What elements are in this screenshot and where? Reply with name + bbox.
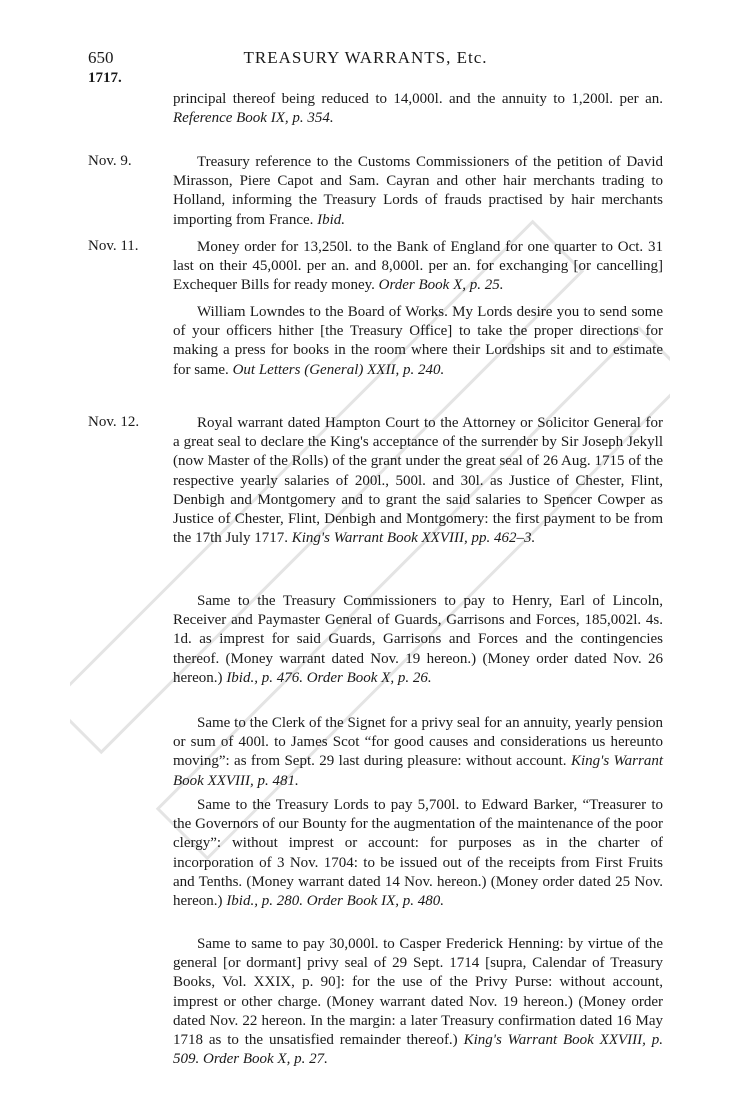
entry-text-block	[173, 935, 663, 1069]
entry-text-block	[173, 153, 663, 230]
entry-reference: King's Warrant Book XXVIII, p. 509. Order Book X, p. 27.	[173, 1032, 663, 1068]
entry-date: Nov. 12.	[88, 414, 140, 430]
entry-text-block	[173, 238, 663, 296]
entry-6	[88, 714, 663, 791]
entry-text: Same to same to pay 30,000l. to Casper Frederick Henning: by virtue of the general [or dormant] privy seal of 29 Sept. 1714 [supra, Calendar of Treasury Books, Vol. XXIX, p. 90]: for the use of the Privy Purse: without account, imprest or other charge. (Money warrant dated Nov. 19 hereon.) (Money order dated Nov. 22 hereon. In the margin: a later Treasury confirmation dated 16 May 1718 as to the unsatisfied remainder thereof.)	[173, 936, 663, 1049]
year-label: 1717.	[88, 70, 122, 86]
entry-reference: Reference Book IX, p. 354.	[173, 110, 334, 127]
entry-text-block	[173, 796, 663, 911]
entry-date: Nov. 11.	[88, 238, 139, 254]
entry-text-block	[173, 714, 663, 791]
entry-2	[88, 238, 663, 296]
entry-text: William Lowndes to the Board of Works. My Lords desire you to send some of your officers hither [the Treasury Office] to take the proper directions for making a press for books in the room where their Lordships sit and to estimate for same.	[173, 304, 663, 378]
entry-text: Money order for 13,250l. to the Bank of England for one quarter to Oct. 31 last on their 45,000l. per an. and 8,000l. per an. for exchanging [or cancelling] Exchequer Bills for ready money.	[173, 239, 663, 294]
entry-reference: King's Warrant Book XXVIII, pp. 462–3.	[291, 530, 536, 547]
entry-reference: Ibid., p. 280. Order Book IX, p. 480.	[226, 893, 445, 910]
entry-3	[88, 303, 663, 380]
entry-reference: Order Book X, p. 25.	[378, 277, 504, 294]
entry-text: Same to the Treasury Commissioners to pay to Henry, Earl of Lincoln, Receiver and Paymaster General of Guards, Garrisons and Forces, 185,002l. 4s. 1d. as imprest for said Guards, Garrisons and Forces and the contingencies thereof. (Money warrant dated Nov. 19 hereon.) (Money order dated Nov. 26 hereon.)	[173, 593, 663, 686]
entry-text: Royal warrant dated Hampton Court to the Attorney or Solicitor General for a great seal to declare the King's acceptance of the surrender by Sir Joseph Jekyll (now Master of the Rolls) of the grant under the great seal of 26 Aug. 1715 of the respective yearly salaries of 200l., 500l. and 30l. as Justice of Chester, Flint, Denbigh and Montgomery and to grant the said salaries to Spencer Cowper as Justice of Chester, Flint, Denbigh and Montgomery: the first payment to be from the 17th July 1717.	[173, 415, 663, 547]
entry-text-block	[173, 592, 663, 688]
entry-text-block	[173, 90, 663, 128]
entry-8	[88, 935, 663, 1069]
entry-0	[88, 90, 663, 128]
entry-text: Treasury reference to the Customs Commissioners of the petition of David Mirasson, Piere Capot and Sam. Cayran and other hair merchants trading to Holland, informing the Treasury Lords of frauds practised by hair merchants importing from France.	[173, 154, 663, 228]
entry-reference: Out Letters (General) XXII, p. 240.	[232, 361, 445, 378]
entry-text: Same to the Treasury Lords to pay 5,700l. to Edward Barker, “Treasurer to the Governors of our Bounty for the augmentation of the maintenance of the poor clergy”: without imprest or account: for purposes as in the charter of incorporation of 3 Nov. 1704: to be issued out of the receipts from First Fruits and Tenths. (Money warrant dated 14 Nov. hereon.) (Money order dated 25 Nov. hereon.)	[173, 797, 663, 910]
entry-7	[88, 796, 663, 911]
entry-text-block	[173, 303, 663, 380]
entry-1	[88, 153, 663, 230]
entry-reference: King's Warrant Book XXVIII, p. 481.	[173, 753, 663, 789]
page-number: 650	[88, 48, 114, 67]
entry-reference: Ibid., p. 476. Order Book X, p. 26.	[226, 669, 432, 686]
entry-4	[88, 414, 663, 548]
entry-date: Nov. 9.	[88, 153, 132, 169]
entry-text: Same to the Clerk of the Signet for a privy seal for an annuity, yearly pension or sum of 400l. to James Scot “for good causes and considerations us hereunto moving”: as from Sept. 29 last during pleasure: without account.	[173, 715, 663, 770]
entry-text: principal thereof being reduced to 14,000l. and the annuity to 1,200l. per an.	[173, 91, 663, 107]
entry-5	[88, 592, 663, 688]
running-title: TREASURY WARRANTS, Etc.	[243, 48, 488, 67]
entry-text-block	[173, 414, 663, 548]
entry-reference: Ibid.	[317, 211, 346, 228]
